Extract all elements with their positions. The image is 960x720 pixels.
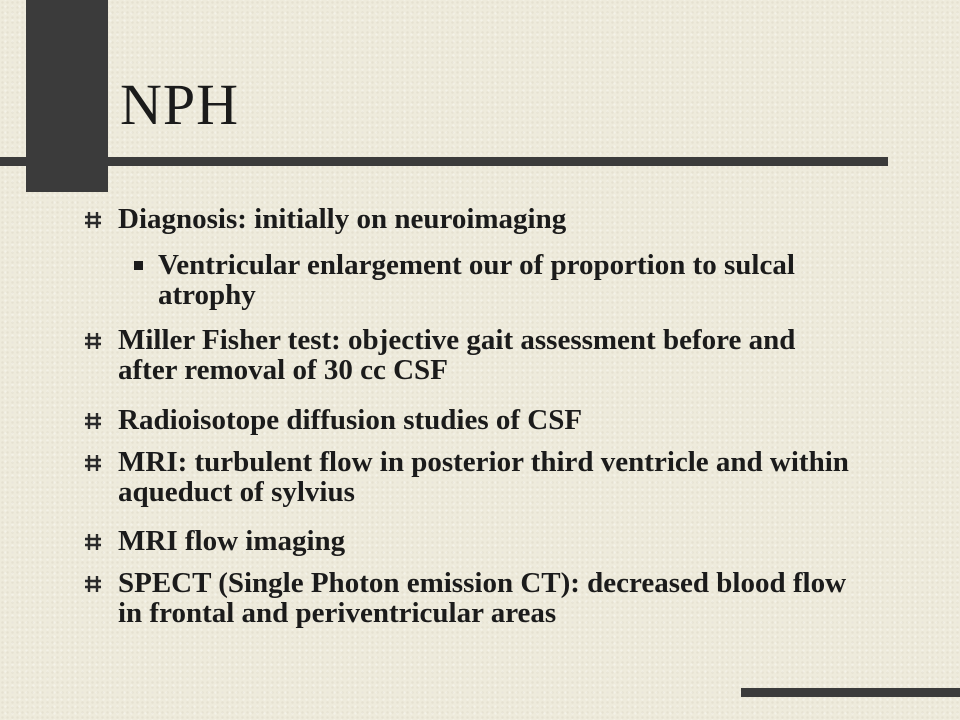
sub-bullet-ventricular: Ventricular enlargement our of proportion to sulcal atrophy	[158, 249, 795, 311]
bullet-item-diagnosis: Diagnosis: initially on neuroimaging	[118, 203, 567, 235]
hash-bullet-icon	[83, 331, 103, 351]
bullet-item-mri-turbulent: MRI: turbulent flow in posterior third ventricle and within aqueduct of sylvius	[118, 446, 849, 508]
bullet-item-spect: SPECT (Single Photon emission CT): decreased blood flow in frontal and periventricular areas	[118, 567, 847, 629]
bullet-item-radioisotope: Radioisotope diffusion studies of CSF	[118, 404, 583, 436]
hash-bullet-icon	[83, 453, 103, 473]
hash-bullet-icon	[83, 411, 103, 431]
square-bullet-icon	[134, 261, 143, 270]
hash-bullet-icon	[83, 210, 103, 230]
bullet-item-miller-fisher: Miller Fisher test: objective gait assessment before and after removal of 30 cc CSF	[118, 324, 796, 386]
hash-bullet-icon	[83, 532, 103, 552]
hash-bullet-icon	[83, 574, 103, 594]
bullet-item-mri-flow: MRI flow imaging	[118, 525, 346, 557]
slide-title: NPH	[120, 72, 240, 137]
